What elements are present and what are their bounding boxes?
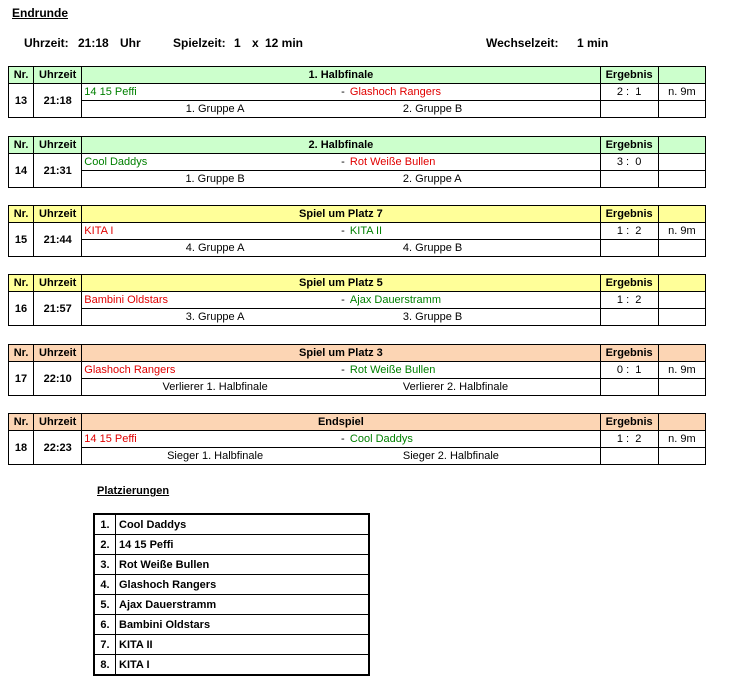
vs-separator: - <box>338 223 348 240</box>
game-time: 21:44 <box>34 223 82 257</box>
home-team: 14 15 Peffi <box>82 431 338 448</box>
game-number: 17 <box>9 362 34 396</box>
home-team: Cool Daddys <box>82 154 338 171</box>
game-time: 21:18 <box>34 84 82 118</box>
placement-row <box>94 635 369 655</box>
home-team: Glashoch Rangers <box>82 362 338 379</box>
away-team: Cool Daddys <box>348 431 600 448</box>
away-team: Rot Weiße Bullen <box>348 362 600 379</box>
placement-team: KITA I <box>116 655 370 676</box>
home-source: 1. Gruppe B <box>82 171 348 188</box>
score: 3 : 0 <box>600 154 658 171</box>
placement-rank: 7. <box>94 635 116 655</box>
spielzeit-value: 1 <box>234 36 241 50</box>
game-table <box>8 205 706 257</box>
away-source: 2. Gruppe B <box>348 101 600 118</box>
spielzeit-label: Spielzeit: <box>173 36 226 50</box>
score: 1 : 2 <box>600 292 658 309</box>
game-title: Endspiel <box>82 414 600 431</box>
header-nr: Nr. <box>9 275 34 292</box>
placement-rank: 8. <box>94 655 116 676</box>
header-nr: Nr. <box>9 345 34 362</box>
score-away: 0 <box>635 156 642 168</box>
placement-team: 14 15 Peffi <box>116 535 370 555</box>
uhrzeit-label: Uhrzeit: <box>24 36 69 50</box>
game-table <box>8 274 706 326</box>
away-source: 3. Gruppe B <box>348 309 600 326</box>
uhrzeit-value: 21:18 <box>78 36 109 50</box>
away-team: Ajax Dauerstramm <box>348 292 600 309</box>
spielzeit-minutes: 12 min <box>265 36 304 50</box>
away-source: 2. Gruppe A <box>348 171 600 188</box>
header-nr: Nr. <box>9 67 34 84</box>
game-number: 13 <box>9 84 34 118</box>
placement-team: Bambini Oldstars <box>116 615 370 635</box>
placement-team: Ajax Dauerstramm <box>116 595 370 615</box>
game-number: 14 <box>9 154 34 188</box>
home-team: KITA I <box>82 223 338 240</box>
game-table <box>8 344 706 396</box>
placement-team: KITA II <box>116 635 370 655</box>
game-time: 21:57 <box>34 292 82 326</box>
game-time: 22:23 <box>34 431 82 465</box>
placement-rank: 6. <box>94 615 116 635</box>
score-note <box>658 154 705 171</box>
home-source: 1. Gruppe A <box>82 101 348 118</box>
game-title: Spiel um Platz 5 <box>82 275 600 292</box>
game-table <box>8 66 706 118</box>
placement-row <box>94 615 369 635</box>
away-team: Glashoch Rangers <box>348 84 600 101</box>
placement-row <box>94 535 369 555</box>
away-team: KITA II <box>348 223 600 240</box>
home-source: Sieger 1. Halbfinale <box>82 448 348 465</box>
header-nr: Nr. <box>9 137 34 154</box>
game-number: 16 <box>9 292 34 326</box>
score-home: 1 <box>616 294 624 306</box>
score-home: 2 <box>616 86 623 98</box>
home-source: 4. Gruppe A <box>82 240 348 257</box>
header-uhrzeit: Uhrzeit <box>34 345 82 362</box>
header-uhrzeit: Uhrzeit <box>34 137 82 154</box>
vs-separator: - <box>338 154 348 171</box>
game-number: 18 <box>9 431 34 465</box>
header-uhrzeit: Uhrzeit <box>34 67 82 84</box>
game-title: Spiel um Platz 3 <box>82 345 600 362</box>
score-note: n. 9m <box>658 362 705 379</box>
wechselzeit-value: 1 min <box>577 36 609 50</box>
score-note: n. 9m <box>658 223 705 240</box>
header-uhrzeit: Uhrzeit <box>34 414 82 431</box>
away-source: 4. Gruppe B <box>348 240 600 257</box>
home-team: 14 15 Peffi <box>82 84 338 101</box>
placement-rank: 4. <box>94 575 116 595</box>
header-ergebnis: Ergebnis <box>600 67 658 84</box>
score-home: 1 <box>616 433 623 445</box>
game-table <box>8 413 706 465</box>
score-away: 2 <box>635 225 642 237</box>
home-source: 3. Gruppe A <box>82 309 348 326</box>
game-time: 21:31 <box>34 154 82 188</box>
away-team: Rot Weiße Bullen <box>348 154 600 171</box>
score: 1 : 2 <box>600 223 658 240</box>
vs-separator: - <box>338 362 348 379</box>
placement-row <box>94 575 369 595</box>
header-uhrzeit: Uhrzeit <box>34 275 82 292</box>
placement-row <box>94 555 369 575</box>
spielzeit-x: x <box>252 36 259 50</box>
score-away: 2 <box>635 433 642 445</box>
score: 0 : 1 <box>600 362 658 379</box>
away-source: Sieger 2. Halbfinale <box>348 448 600 465</box>
game-title: Spiel um Platz 7 <box>82 206 600 223</box>
home-source: Verlierer 1. Halbfinale <box>82 379 348 396</box>
header-uhrzeit: Uhrzeit <box>34 206 82 223</box>
placement-row <box>94 655 369 676</box>
game-number: 15 <box>9 223 34 257</box>
placement-rank: 1. <box>94 514 116 535</box>
score-note <box>658 292 705 309</box>
score-note: n. 9m <box>658 84 705 101</box>
header-ergebnis: Ergebnis <box>600 137 658 154</box>
placement-row <box>94 514 369 535</box>
score-away: 2 <box>635 294 642 306</box>
header-ergebnis: Ergebnis <box>600 275 658 292</box>
header-ergebnis: Ergebnis <box>600 345 658 362</box>
game-time: 22:10 <box>34 362 82 396</box>
page-title: Endrunde <box>12 6 68 20</box>
header-ergebnis: Ergebnis <box>600 206 658 223</box>
header-ergebnis: Ergebnis <box>600 414 658 431</box>
placement-rank: 2. <box>94 535 116 555</box>
score-away: 1 <box>635 364 642 376</box>
score-home: 0 <box>616 364 624 376</box>
vs-separator: - <box>338 292 348 309</box>
placement-rank: 5. <box>94 595 116 615</box>
placement-team: Glashoch Rangers <box>116 575 370 595</box>
placement-team: Rot Weiße Bullen <box>116 555 370 575</box>
uhrzeit-unit: Uhr <box>120 36 141 50</box>
score: 2 : 1 <box>600 84 658 101</box>
score-note: n. 9m <box>658 431 705 448</box>
game-table <box>8 136 706 188</box>
vs-separator: - <box>338 84 348 101</box>
header-nr: Nr. <box>9 414 34 431</box>
game-title: 1. Halbfinale <box>82 67 600 84</box>
score-home: 3 <box>616 156 623 168</box>
score-away: 1 <box>635 86 642 98</box>
score: 1 : 2 <box>600 431 658 448</box>
score-home: 1 <box>616 225 624 237</box>
game-title: 2. Halbfinale <box>82 137 600 154</box>
away-source: Verlierer 2. Halbfinale <box>348 379 600 396</box>
home-team: Bambini Oldstars <box>82 292 338 309</box>
placement-row <box>94 595 369 615</box>
placements-title: Platzierungen <box>97 485 170 497</box>
placement-team: Cool Daddys <box>116 514 370 535</box>
wechselzeit-label: Wechselzeit: <box>486 36 559 50</box>
header-nr: Nr. <box>9 206 34 223</box>
vs-separator: - <box>338 431 348 448</box>
placement-rank: 3. <box>94 555 116 575</box>
placements-table <box>93 513 370 676</box>
